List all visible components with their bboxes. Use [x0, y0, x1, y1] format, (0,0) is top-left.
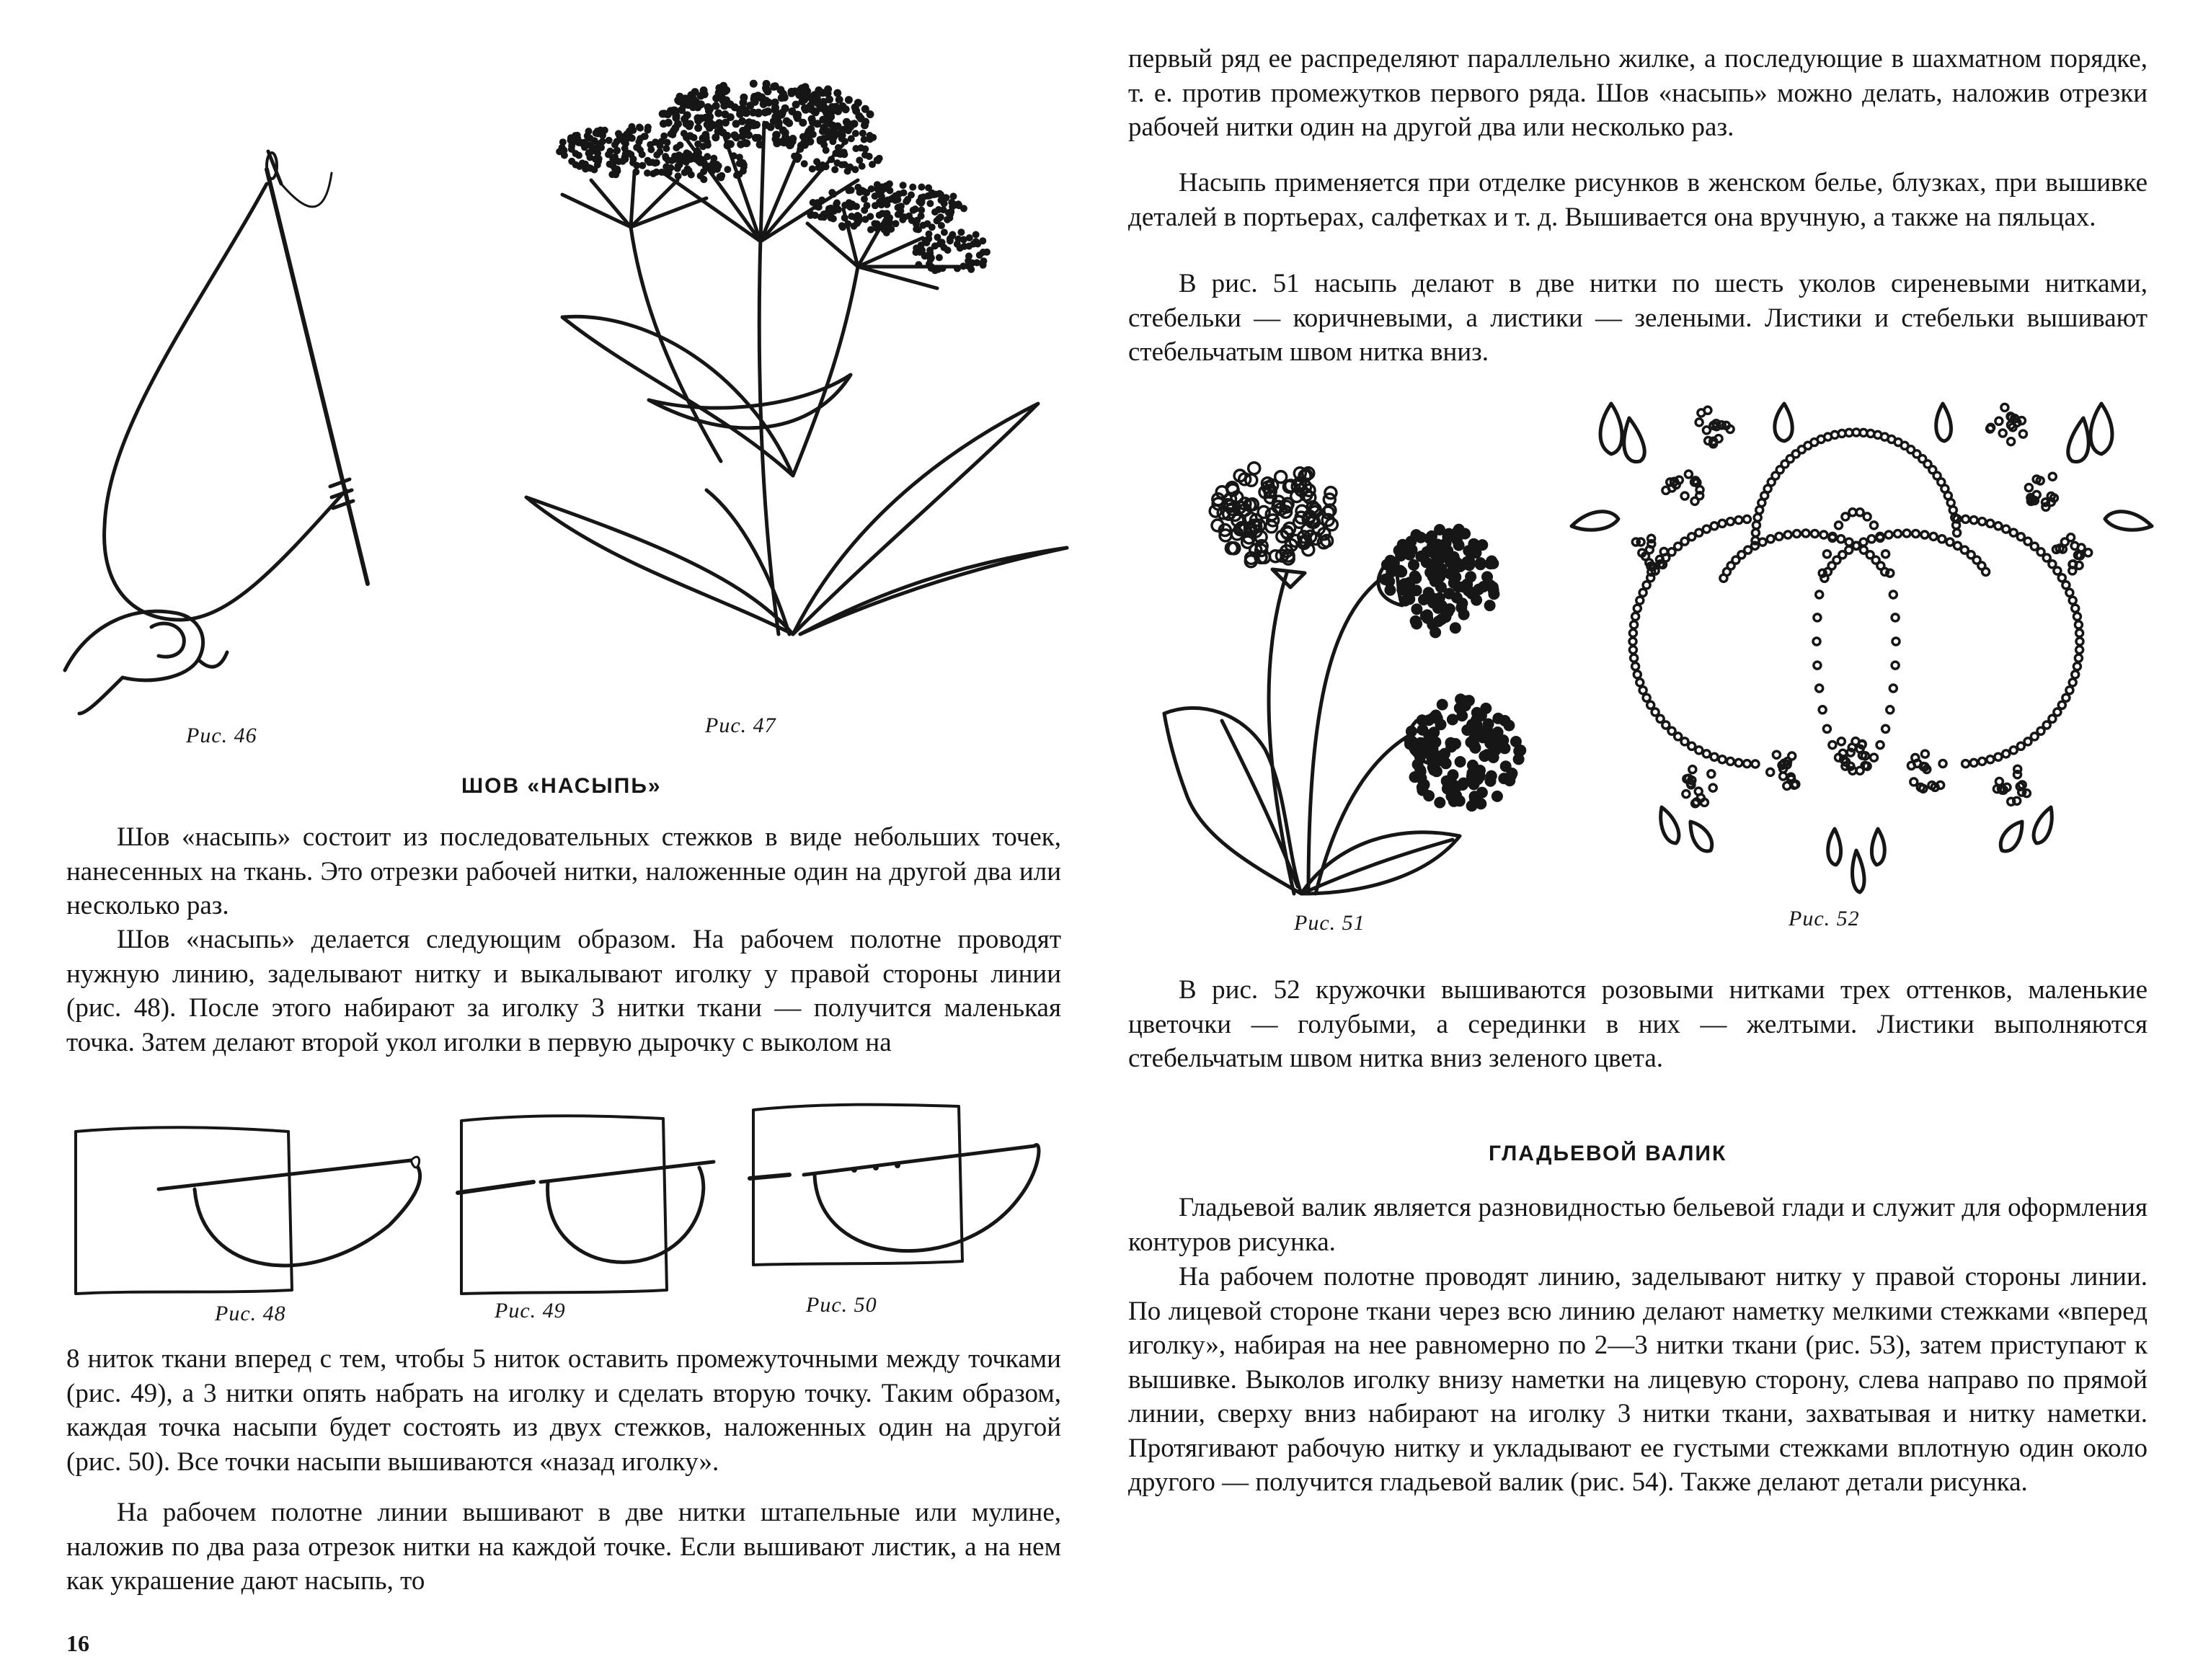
section-heading-nasyp: ШОВ «НАСЫПЬ»	[461, 774, 662, 798]
figure-46-needle-hand	[65, 123, 404, 714]
right-paragraph-2: Насыпь применяется при отделке рисунков в женском белье, блузках, при вышивке деталей в портьерах, салфетках и т. д. Вышивается она вручную, а также на пяльцах.	[1128, 168, 2148, 232]
right-paragraph-6: На рабочем полотне проводят линию, заделывают нитку у правой стороны линии. По лицевой стороне ткани через всю линию делают наметку мелкими стежками «вперед иголку», набирая на нее равномерно по 2—3 нитки ткани (рис. 53), затем приступают к вышивке. Выколов иголку внизу наметки на лицевую сторону, слева направо по прямой линии, сверху вниз набирают на иголку 3 нитки ткани, захватывая и нитку наметки. Протягивают рабочую нитку и укладывают ее густыми стежками вплотную один около другого — получится гладьевой валик (рис. 54). Также делают детали рисунка.	[1128, 1262, 2148, 1497]
caption-fig47: Рис. 47	[705, 714, 776, 737]
figure-47-umbel-flower	[505, 72, 1081, 706]
left-page	[0, 0, 1092, 1680]
left-paragraph-4: На рабочем полотне линии вышивают в две нитки штапельные или мулине, наложив по два раза отрезок нитки на каждой точке. Если вышивают листик, а на нем как украшение дают насыпь, то	[66, 1498, 1061, 1596]
figure-49-stitch-diagram	[454, 1110, 743, 1305]
left-paragraph-2: Шов «насыпь» делается следующим образом. На рабочем полотне проводят нужную линию, заделывают нитку и выкалывают иголку у правой стороны линии (рис. 48). После этого набирают за иголку 3 нитки ткани — получится маленькая точка. Затем делают второй укол иголки в первую дырочку с выколом на	[66, 925, 1061, 1057]
left-paragraph-3: 8 ниток ткани вперед с тем, чтобы 5 ниток оставить промежуточными между точками (рис. 49), а 3 нитки опять набрать на иголку и сделать вторую точку. Таким образом, каждая точка насыпи будет состоять из двух стежков, наложенных один на другой (рис. 50). Все точки насыпи вышиваются «назад иголку».	[66, 1344, 1061, 1477]
right-page	[1092, 0, 2185, 1680]
figure-50-stitch-diagram	[746, 1095, 1063, 1297]
section-heading-gladevoy-valik: ГЛАДЬЕВОЙ ВАЛИК	[1489, 1142, 1727, 1165]
right-paragraph-1: первый ряд ее распределяют параллельно жилке, а последующие в шахматном порядке, т. е. против промежутков первого ряда. Шов «насыпь» можно делать, наложив отрезки рабочей нитки один на другой два или несколько раз.	[1128, 44, 2148, 142]
caption-fig49: Рис. 49	[495, 1299, 566, 1323]
right-paragraph-5: Гладьевой валик является разновидностью бельевой глади и служит для оформления контуров рисунка.	[1128, 1193, 2148, 1257]
figure-48-stitch-diagram	[72, 1117, 440, 1305]
caption-fig52: Рис. 52	[1789, 907, 1860, 930]
left-paragraph-1: Шов «насыпь» состоит из последовательных стежков в виде небольших точек, нанесенных на ткань. Это отрезки рабочей нитки, наложенные один на другой два или несколько раз.	[66, 822, 1061, 920]
figure-51-dotted-flowers	[1157, 461, 1561, 908]
caption-fig50: Рис. 50	[806, 1293, 877, 1317]
figure-52-dotted-trefoil	[1568, 382, 2159, 901]
caption-fig48: Рис. 48	[215, 1302, 286, 1325]
caption-fig46: Рис. 46	[186, 724, 257, 747]
right-paragraph-4: В рис. 52 кружочки вышиваются розовыми нитками трех оттенков, маленькие цветочки — голубыми, а серединки в них — желтыми. Листики выполняются стебельчатым швом нитка вниз зеленого цвета.	[1128, 975, 2148, 1073]
page-number: 16	[66, 1630, 89, 1656]
caption-fig51: Рис. 51	[1294, 911, 1365, 935]
right-paragraph-3: В рис. 51 насыпь делают в две нитки по шесть уколов сиреневыми нитками, стебельки — коричневыми, а листики — зелеными. Листики и стебельки вышивают стебельчатым швом нитка вниз.	[1128, 269, 2148, 367]
